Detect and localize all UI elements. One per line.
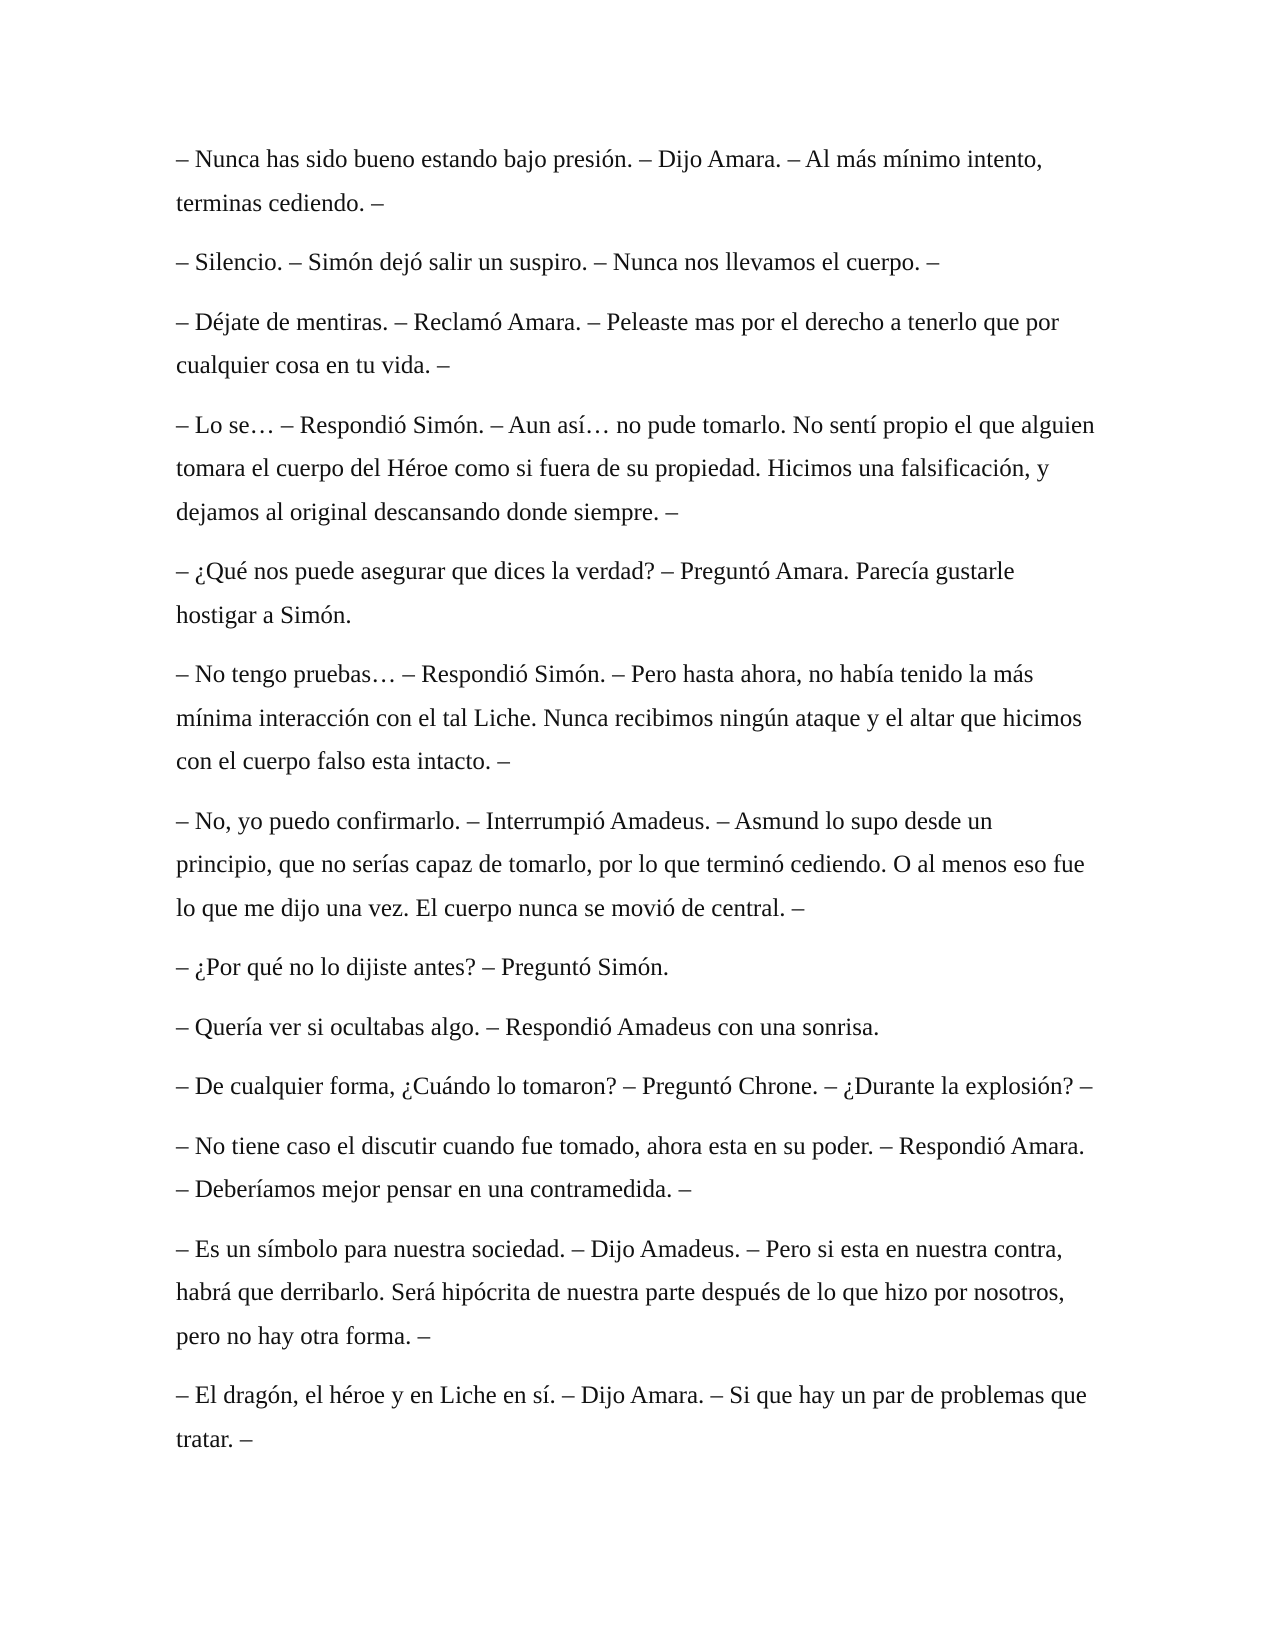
dialogue-paragraph [176,1006,1106,1050]
dialogue-paragraph [176,946,1106,990]
text-line: – Silencio. – Simón dejó salir un suspiro. – Nunca nos llevamos el cuerpo. – [176,249,940,276]
dialogue-paragraph [176,653,1106,784]
dialogue-paragraph [176,1065,1106,1109]
text-line: hostigar a Simón. [176,601,352,629]
dialogue-paragraph [176,404,1106,535]
text-line: con el cuerpo falso esta intacto. – [176,748,510,775]
text-line: – ¿Por qué no lo dijiste antes? – Preguntó Simón. [176,954,670,981]
text-line: – Quería ver si ocultabas algo. – Respondió Amadeus con una sonrisa. [176,1013,880,1041]
text-line: terminas cediendo. – [176,189,384,217]
body-text [176,138,1106,1477]
text-line: – Lo se… – Respondió Simón. – Aun así… no pude tomarlo. No sentí propio el que alguien [176,411,1095,439]
dialogue-paragraph [176,301,1106,388]
text-line: lo que me dijo una vez. El cuerpo nunca se movió de central. – [176,894,805,922]
dialogue-paragraph [176,241,1106,285]
text-line: principio, que no serías capaz de tomarlo, por lo que terminó cediendo. O al menos eso fue [176,851,1085,878]
dialogue-paragraph [176,800,1106,931]
dialogue-paragraph [176,1374,1106,1461]
text-line: – No tiene caso el discutir cuando fue tomado, ahora esta en su poder. – Respondió Amara. [176,1132,1085,1160]
text-line: – ¿Qué nos puede asegurar que dices la verdad? – Preguntó Amara. Parecía gustarle [176,558,1015,585]
text-line: – Nunca has sido bueno estando bajo presión. – Dijo Amara. – Al más mínimo intento, [176,146,1043,173]
text-line: cualquier cosa en tu vida. – [176,352,450,379]
text-line: tomara el cuerpo del Héroe como si fuera de su propiedad. Hicimos una falsificación, y [176,455,1050,482]
dialogue-paragraph [176,1228,1106,1359]
text-line: – Es un símbolo para nuestra sociedad. – Dijo Amadeus. – Pero si esta en nuestra contra, [176,1235,1063,1263]
text-line: – Déjate de mentiras. – Reclamó Amara. – Peleaste mas por el derecho a tenerlo que por [176,308,1059,336]
text-line: habrá que derribarlo. Será hipócrita de nuestra parte después de lo que hizo por nosotros, [176,1279,1065,1306]
dialogue-paragraph [176,550,1106,637]
text-line: – No tengo pruebas… – Respondió Simón. – Pero hasta ahora, no había tenido la más [176,661,1034,688]
text-line: pero no hay otra forma. – [176,1322,431,1350]
text-line: dejamos al original descansando donde siempre. – [176,498,678,526]
text-line: tratar. – [176,1425,253,1453]
text-line: – El dragón, el héroe y en Liche en sí. – Dijo Amara. – Si que hay un par de problemas que [176,1382,1087,1409]
dialogue-paragraph [176,138,1106,225]
text-line: mínima interacción con el tal Liche. Nunca recibimos ningún ataque y el altar que hicimos [176,704,1082,732]
text-line: – Deberíamos mejor pensar en una contramedida. – [176,1176,692,1203]
text-line: – De cualquier forma, ¿Cuándo lo tomaron? – Preguntó Chrone. – ¿Durante la explosión? – [176,1073,1093,1100]
text-line: – No, yo puedo confirmarlo. – Interrumpió Amadeus. – Asmund lo supo desde un [176,807,993,835]
dialogue-paragraph [176,1125,1106,1212]
